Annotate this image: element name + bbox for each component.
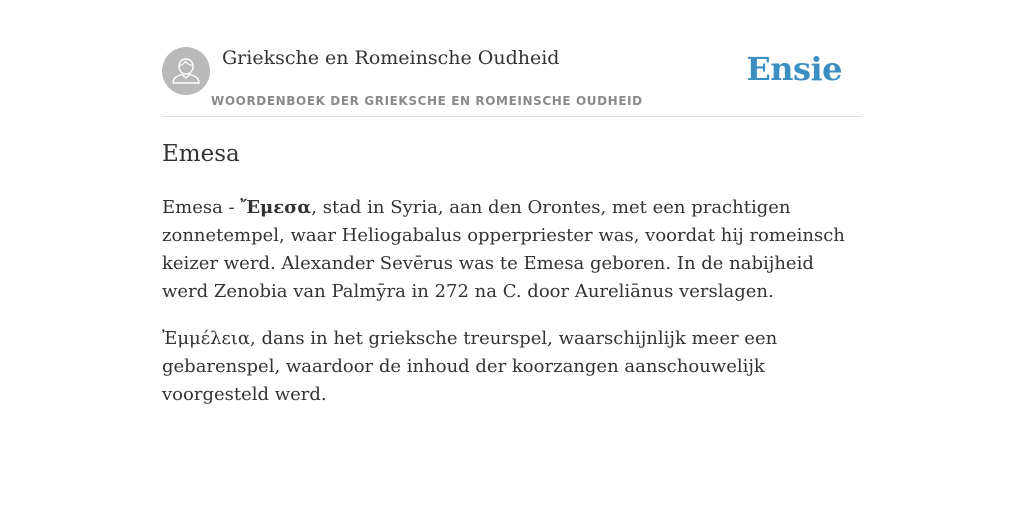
site-title[interactable]: Grieksche en Romeinsche Oudheid [222,47,560,69]
user-avatar-icon[interactable] [162,47,210,95]
greek-term: Ἔμεσα [240,197,312,218]
header [162,46,862,117]
ensie-logo[interactable]: Ensie [746,50,842,88]
entry-title: Emesa [162,141,240,167]
entry-content [162,138,862,428]
site-subtitle: WOORDENBOEK DER GRIEKSCHE EN ROMEINSCHE OUDHEID [211,94,643,108]
secondary-paragraph: Ἐμμέλεια, dans in het grieksche treurspel, waarschijnlijk meer een gebarenspel, waardoor de inhoud der koorzangen aanschouwelijk voorgesteld werd. [162,328,778,405]
definition-term: Emesa - [162,197,241,218]
user-outline-icon [162,47,210,95]
definition-text: , stad in Syria, aan den Orontes, met een prachtigen zonnetempel, waar Heliogabalus opperpriester was, voordat hij romeinsch keizer werd. Alexander Sevērus was te Emesa geboren. In de nabijheid werd Zenobia van Palmȳra in 272 na C. door Aureliānus verslagen. [162,197,845,302]
definition-paragraph [162,194,862,306]
